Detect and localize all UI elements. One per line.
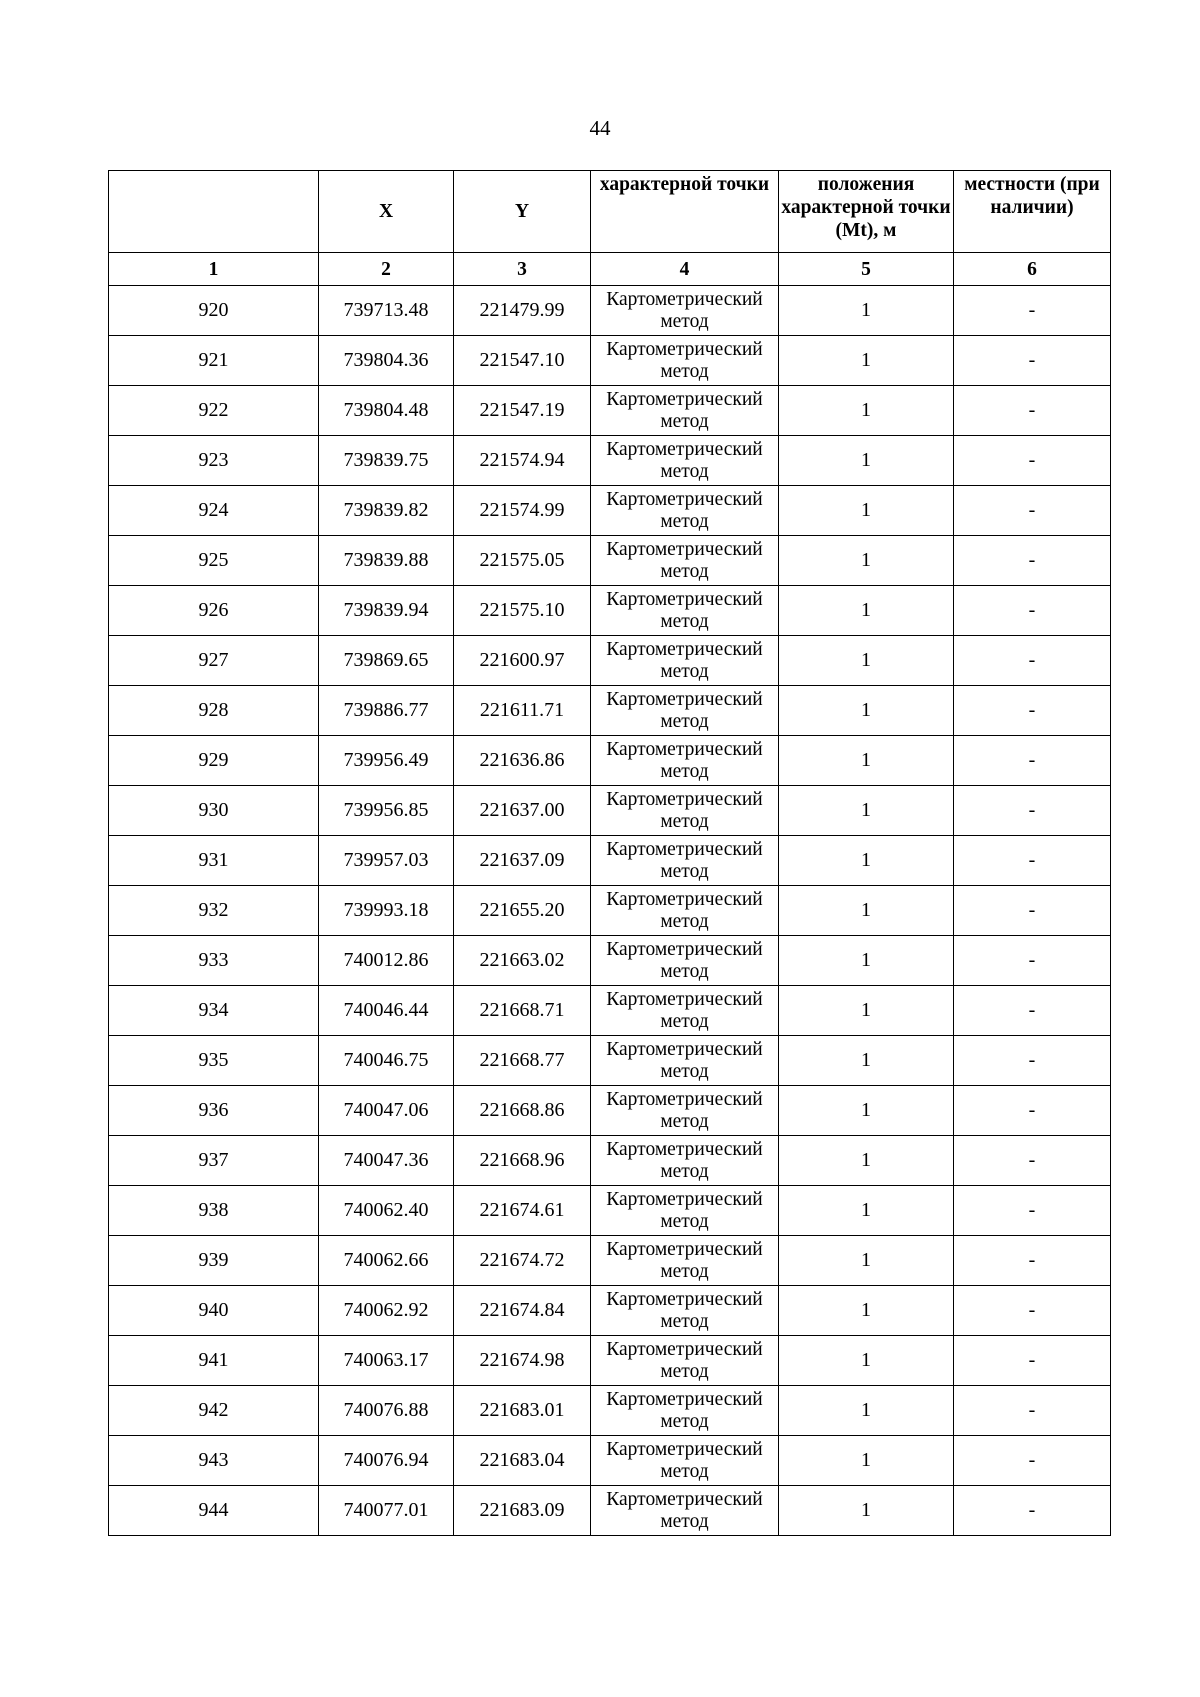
column-number: 2 xyxy=(319,253,454,286)
point-number-cell: 930 xyxy=(109,786,319,836)
column-number: 4 xyxy=(591,253,779,286)
table-row xyxy=(109,886,1111,936)
description-cell: - xyxy=(954,1386,1111,1436)
y-coordinate-cell: 221611.71 xyxy=(454,686,591,736)
y-coordinate-cell: 221683.01 xyxy=(454,1386,591,1436)
description-cell: - xyxy=(954,1286,1111,1336)
description-cell: - xyxy=(954,1036,1111,1086)
table-row xyxy=(109,836,1111,886)
x-coordinate-cell: 739839.82 xyxy=(319,486,454,536)
table-row xyxy=(109,1036,1111,1086)
column-number-row xyxy=(109,253,1111,286)
accuracy-cell: 1 xyxy=(779,1186,954,1236)
description-cell: - xyxy=(954,1436,1111,1486)
method-cell: Картометрический метод xyxy=(591,886,779,936)
accuracy-cell: 1 xyxy=(779,636,954,686)
point-number-cell: 923 xyxy=(109,436,319,486)
y-coordinate-cell: 221668.71 xyxy=(454,986,591,1036)
column-number: 6 xyxy=(954,253,1111,286)
table-row xyxy=(109,536,1111,586)
accuracy-cell: 1 xyxy=(779,486,954,536)
method-cell: Картометрический метод xyxy=(591,736,779,786)
x-coordinate-cell: 740046.75 xyxy=(319,1036,454,1086)
description-cell: - xyxy=(954,786,1111,836)
table-row xyxy=(109,486,1111,536)
accuracy-cell: 1 xyxy=(779,586,954,636)
table-row xyxy=(109,286,1111,336)
table-row xyxy=(109,336,1111,386)
table-row xyxy=(109,786,1111,836)
accuracy-cell: 1 xyxy=(779,1136,954,1186)
description-cell: - xyxy=(954,836,1111,886)
accuracy-cell: 1 xyxy=(779,886,954,936)
x-coordinate-cell: 740076.94 xyxy=(319,1436,454,1486)
table-row xyxy=(109,1286,1111,1336)
accuracy-cell: 1 xyxy=(779,986,954,1036)
column-number: 5 xyxy=(779,253,954,286)
header-method: характерной точки xyxy=(591,171,779,253)
x-coordinate-cell: 739869.65 xyxy=(319,636,454,686)
point-number-cell: 926 xyxy=(109,586,319,636)
y-coordinate-cell: 221674.72 xyxy=(454,1236,591,1286)
point-number-cell: 941 xyxy=(109,1336,319,1386)
header-accuracy: положения характерной точки (Mt), м xyxy=(779,171,954,253)
accuracy-cell: 1 xyxy=(779,1036,954,1086)
y-coordinate-cell: 221479.99 xyxy=(454,286,591,336)
description-cell: - xyxy=(954,436,1111,486)
y-coordinate-cell: 221600.97 xyxy=(454,636,591,686)
accuracy-cell: 1 xyxy=(779,1086,954,1136)
method-cell: Картометрический метод xyxy=(591,1436,779,1486)
y-coordinate-cell: 221547.19 xyxy=(454,386,591,436)
description-cell: - xyxy=(954,986,1111,1036)
table-row xyxy=(109,1186,1111,1236)
method-cell: Картометрический метод xyxy=(591,836,779,886)
method-cell: Картометрический метод xyxy=(591,686,779,736)
point-number-cell: 933 xyxy=(109,936,319,986)
description-cell: - xyxy=(954,886,1111,936)
point-number-cell: 922 xyxy=(109,386,319,436)
method-cell: Картометрический метод xyxy=(591,1336,779,1386)
header-point-number xyxy=(109,171,319,253)
x-coordinate-cell: 739804.48 xyxy=(319,386,454,436)
point-number-cell: 920 xyxy=(109,286,319,336)
accuracy-cell: 1 xyxy=(779,1336,954,1386)
method-cell: Картометрический метод xyxy=(591,1036,779,1086)
table-row xyxy=(109,1236,1111,1286)
method-cell: Картометрический метод xyxy=(591,1236,779,1286)
method-cell: Картометрический метод xyxy=(591,1186,779,1236)
page-number: 44 xyxy=(589,116,611,140)
method-cell: Картометрический метод xyxy=(591,1086,779,1136)
method-cell: Картометрический метод xyxy=(591,986,779,1036)
point-number-cell: 934 xyxy=(109,986,319,1036)
table-row xyxy=(109,1086,1111,1136)
description-cell: - xyxy=(954,636,1111,686)
x-coordinate-cell: 740062.92 xyxy=(319,1286,454,1336)
method-cell: Картометрический метод xyxy=(591,436,779,486)
y-coordinate-cell: 221674.98 xyxy=(454,1336,591,1386)
y-coordinate-cell: 221637.09 xyxy=(454,836,591,886)
x-coordinate-cell: 740063.17 xyxy=(319,1336,454,1386)
y-coordinate-cell: 221575.05 xyxy=(454,536,591,586)
x-coordinate-cell: 739839.94 xyxy=(319,586,454,636)
accuracy-cell: 1 xyxy=(779,686,954,736)
x-coordinate-cell: 740062.66 xyxy=(319,1236,454,1286)
header-row xyxy=(109,171,1111,253)
x-coordinate-cell: 740062.40 xyxy=(319,1186,454,1236)
description-cell: - xyxy=(954,386,1111,436)
description-cell: - xyxy=(954,1086,1111,1136)
description-cell: - xyxy=(954,686,1111,736)
method-cell: Картометрический метод xyxy=(591,1386,779,1436)
x-coordinate-cell: 739713.48 xyxy=(319,286,454,336)
x-coordinate-cell: 739993.18 xyxy=(319,886,454,936)
accuracy-cell: 1 xyxy=(779,936,954,986)
point-number-cell: 931 xyxy=(109,836,319,886)
table-row xyxy=(109,386,1111,436)
point-number-cell: 924 xyxy=(109,486,319,536)
description-cell: - xyxy=(954,1136,1111,1186)
point-number-cell: 935 xyxy=(109,1036,319,1086)
description-cell: - xyxy=(954,286,1111,336)
y-coordinate-cell: 221636.86 xyxy=(454,736,591,786)
point-number-cell: 936 xyxy=(109,1086,319,1136)
method-cell: Картометрический метод xyxy=(591,536,779,586)
x-coordinate-cell: 740076.88 xyxy=(319,1386,454,1436)
accuracy-cell: 1 xyxy=(779,836,954,886)
y-coordinate-cell: 221574.99 xyxy=(454,486,591,536)
table-row xyxy=(109,1486,1111,1536)
point-number-cell: 925 xyxy=(109,536,319,586)
table-row xyxy=(109,1136,1111,1186)
method-cell: Картометрический метод xyxy=(591,386,779,436)
method-cell: Картометрический метод xyxy=(591,1286,779,1336)
accuracy-cell: 1 xyxy=(779,536,954,586)
column-number: 1 xyxy=(109,253,319,286)
description-cell: - xyxy=(954,336,1111,386)
description-cell: - xyxy=(954,936,1111,986)
description-cell: - xyxy=(954,1336,1111,1386)
table-row xyxy=(109,586,1111,636)
accuracy-cell: 1 xyxy=(779,436,954,486)
point-number-cell: 932 xyxy=(109,886,319,936)
description-cell: - xyxy=(954,1486,1111,1536)
table-row xyxy=(109,736,1111,786)
y-coordinate-cell: 221674.84 xyxy=(454,1286,591,1336)
description-cell: - xyxy=(954,536,1111,586)
point-number-cell: 928 xyxy=(109,686,319,736)
method-cell: Картометрический метод xyxy=(591,286,779,336)
table-row xyxy=(109,1336,1111,1386)
x-coordinate-cell: 740046.44 xyxy=(319,986,454,1036)
accuracy-cell: 1 xyxy=(779,1386,954,1436)
point-number-cell: 921 xyxy=(109,336,319,386)
y-coordinate-cell: 221547.10 xyxy=(454,336,591,386)
x-coordinate-cell: 739956.85 xyxy=(319,786,454,836)
y-coordinate-cell: 221668.77 xyxy=(454,1036,591,1086)
accuracy-cell: 1 xyxy=(779,386,954,436)
table-row xyxy=(109,686,1111,736)
method-cell: Картометрический метод xyxy=(591,636,779,686)
x-coordinate-cell: 739804.36 xyxy=(319,336,454,386)
description-cell: - xyxy=(954,736,1111,786)
table-row xyxy=(109,936,1111,986)
accuracy-cell: 1 xyxy=(779,736,954,786)
table-body xyxy=(109,286,1111,1536)
method-cell: Картометрический метод xyxy=(591,786,779,836)
method-cell: Картометрический метод xyxy=(591,1136,779,1186)
y-coordinate-cell: 221674.61 xyxy=(454,1186,591,1236)
method-cell: Картометрический метод xyxy=(591,336,779,386)
point-number-cell: 942 xyxy=(109,1386,319,1436)
table-row xyxy=(109,1436,1111,1486)
header-y: Y xyxy=(454,171,591,253)
point-number-cell: 939 xyxy=(109,1236,319,1286)
header-description: местности (при наличии) xyxy=(954,171,1111,253)
x-coordinate-cell: 739886.77 xyxy=(319,686,454,736)
method-cell: Картометрический метод xyxy=(591,936,779,986)
x-coordinate-cell: 740047.06 xyxy=(319,1086,454,1136)
method-cell: Картометрический метод xyxy=(591,1486,779,1536)
description-cell: - xyxy=(954,486,1111,536)
x-coordinate-cell: 739957.03 xyxy=(319,836,454,886)
header-x: X xyxy=(319,171,454,253)
y-coordinate-cell: 221668.86 xyxy=(454,1086,591,1136)
y-coordinate-cell: 221574.94 xyxy=(454,436,591,486)
point-number-cell: 938 xyxy=(109,1186,319,1236)
accuracy-cell: 1 xyxy=(779,336,954,386)
y-coordinate-cell: 221683.09 xyxy=(454,1486,591,1536)
accuracy-cell: 1 xyxy=(779,1286,954,1336)
description-cell: - xyxy=(954,586,1111,636)
accuracy-cell: 1 xyxy=(779,786,954,836)
accuracy-cell: 1 xyxy=(779,1436,954,1486)
table-row xyxy=(109,636,1111,686)
y-coordinate-cell: 221575.10 xyxy=(454,586,591,636)
accuracy-cell: 1 xyxy=(779,286,954,336)
table-row xyxy=(109,1386,1111,1436)
table-row xyxy=(109,436,1111,486)
accuracy-cell: 1 xyxy=(779,1236,954,1286)
point-number-cell: 927 xyxy=(109,636,319,686)
point-number-cell: 944 xyxy=(109,1486,319,1536)
x-coordinate-cell: 740012.86 xyxy=(319,936,454,986)
point-number-cell: 943 xyxy=(109,1436,319,1486)
y-coordinate-cell: 221663.02 xyxy=(454,936,591,986)
accuracy-cell: 1 xyxy=(779,1486,954,1536)
x-coordinate-cell: 740077.01 xyxy=(319,1486,454,1536)
method-cell: Картометрический метод xyxy=(591,486,779,536)
y-coordinate-cell: 221683.04 xyxy=(454,1436,591,1486)
table-row xyxy=(109,986,1111,1036)
coordinates-table xyxy=(108,170,1111,1536)
column-number: 3 xyxy=(454,253,591,286)
y-coordinate-cell: 221637.00 xyxy=(454,786,591,836)
y-coordinate-cell: 221668.96 xyxy=(454,1136,591,1186)
point-number-cell: 937 xyxy=(109,1136,319,1186)
y-coordinate-cell: 221655.20 xyxy=(454,886,591,936)
description-cell: - xyxy=(954,1186,1111,1236)
x-coordinate-cell: 740047.36 xyxy=(319,1136,454,1186)
method-cell: Картометрический метод xyxy=(591,586,779,636)
x-coordinate-cell: 739839.88 xyxy=(319,536,454,586)
description-cell: - xyxy=(954,1236,1111,1286)
x-coordinate-cell: 739839.75 xyxy=(319,436,454,486)
point-number-cell: 940 xyxy=(109,1286,319,1336)
point-number-cell: 929 xyxy=(109,736,319,786)
x-coordinate-cell: 739956.49 xyxy=(319,736,454,786)
